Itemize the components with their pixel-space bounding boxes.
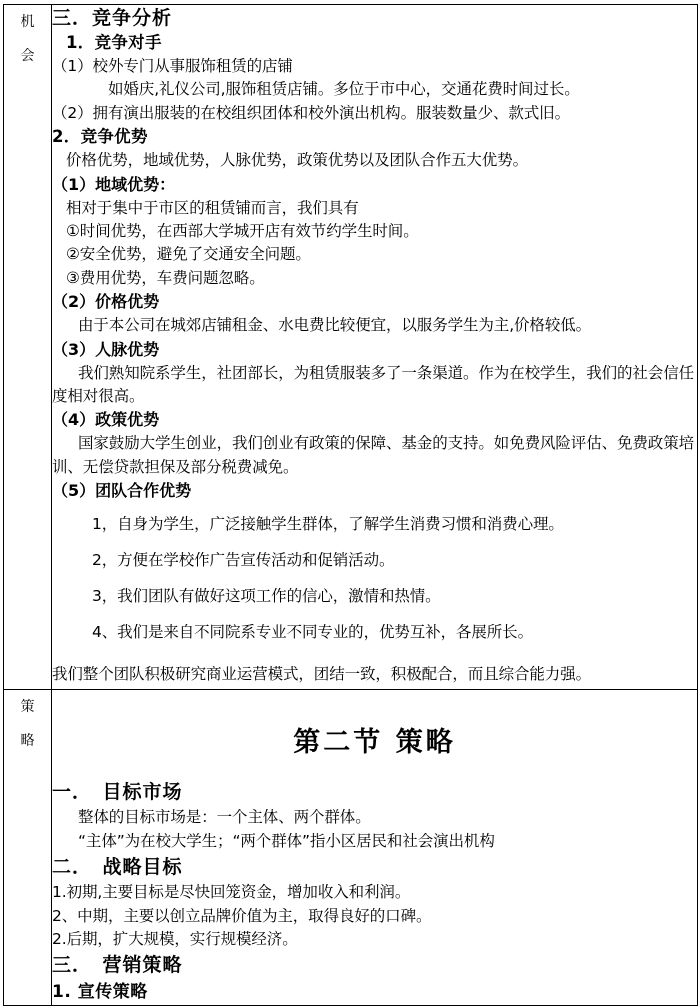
para-competitor-shops: （1）校外专门从事服饰租赁的店铺 <box>52 57 293 75</box>
para-competitor-shops-detail: 如婚庆,礼仪公司,服饰租赁店铺。多位于市中心，交通花费时间过长。 <box>108 80 580 99</box>
page-title: 第二节 策略 <box>293 727 456 759</box>
para-team-item-4: 4、我们是来自不同院系专业不同专业的，优势互补，各展所长。 <box>92 623 533 642</box>
para-team-item-1: 1，自身为学生，广泛接触学生群体，了解学生消费习惯和消费心理。 <box>92 515 564 534</box>
para-region-item-1: ①时间优势，在西部大学城开店有效节约学生时间。 <box>66 222 419 241</box>
row-label-char-1: 机 <box>20 14 35 30</box>
row-label-char-2: 略 <box>20 733 35 750</box>
heading-target-market: 一． 目标市场 <box>52 781 183 804</box>
row-label-strategy <box>4 690 52 1006</box>
heading-price-advantage: （2）价格优势 <box>52 292 160 312</box>
heading-team-advantage: （5）团队合作优势 <box>52 481 192 501</box>
para-target-market-1: 整体的目标市场是：一个主体、两个群体。 <box>78 808 371 827</box>
row-body-strategy <box>52 690 698 1006</box>
row-body-opportunity <box>52 5 698 690</box>
heading-policy-advantage: （4）政策优势 <box>52 410 160 430</box>
heading-network-advantage: （3）人脉优势 <box>52 339 160 359</box>
heading-competitors: 1．竞争对手 <box>66 33 162 52</box>
para-policy-detail: 国家鼓励大学生创业，我们创业有政策的保障、基金的支持。如免费风险评估、免费政策培训、无偿贷款担保及部分税费减免。 <box>52 434 695 476</box>
swot-strategy-table <box>3 4 698 1006</box>
row-label-char-2: 会 <box>20 48 35 64</box>
heading-strategic-goal: 二． 战略目标 <box>52 856 183 879</box>
table-row-opportunity <box>4 5 698 690</box>
para-network-detail: 我们熟知院系学生，社团部长，为租赁服装多了一条渠道。作为在校学生，我们的社会信任度相对很高。 <box>52 363 695 406</box>
spacer-section-top <box>52 690 697 720</box>
heading-promotion-strategy: 1. 宣传策略 <box>52 982 148 1003</box>
para-goal-3: 2.后期，扩大规模，实行规模经济。 <box>52 929 298 948</box>
para-region-intro: 相对于集中于市区的租赁铺而言，我们具有 <box>66 198 359 217</box>
para-region-item-3: ③费用优势，车费问题忽略。 <box>66 268 265 287</box>
para-goal-1: 1.初期,主要目标是尽快回笼资金，增加收入和利润。 <box>52 883 411 902</box>
para-goal-2: 2、中期，主要以创立品牌价值为主，取得良好的口碑。 <box>52 906 432 925</box>
heading-competition-analysis: 三．竞争分析 <box>52 7 173 29</box>
row-label-char-1: 策 <box>20 699 35 716</box>
table-row-strategy <box>4 690 698 1006</box>
para-team-item-3: 3，我们团队有做好这项工作的信心，激情和热情。 <box>92 587 441 606</box>
para-advantage-summary: 价格优势，地域优势，人脉优势，政策优势以及团队合作五大优势。 <box>66 151 529 170</box>
heading-competitive-advantage: 2．竞争优势 <box>52 127 148 147</box>
para-price-detail: 由于本公司在城郊店铺租金、水电费比较便宜，以服务学生为主,价格较低。 <box>78 316 592 335</box>
para-team-item-2: 2，方便在学校作广告宣传活动和促销活动。 <box>92 551 395 570</box>
spacer-after-title <box>52 766 697 778</box>
heading-region-advantage: （1）地域优势： <box>52 174 176 194</box>
para-team-summary: 我们整个团队积极研究商业运营模式，团结一致，积极配合，而且综合能力强。 <box>52 665 592 684</box>
spacer-team-4 <box>52 647 697 659</box>
row-label-opportunity <box>4 5 52 690</box>
para-target-market-2: “主体”为在校大学生；“两个群体”指小区居民和社会演出机构 <box>78 831 495 850</box>
heading-marketing-strategy: 三． 营销策略 <box>52 954 183 977</box>
para-region-item-2: ②安全优势，避免了交通安全问题。 <box>66 245 311 264</box>
para-competitor-orgs: （2）拥有演出服装的在校组织团体和校外演出机构。服装数量少、款式旧。 <box>52 103 570 122</box>
